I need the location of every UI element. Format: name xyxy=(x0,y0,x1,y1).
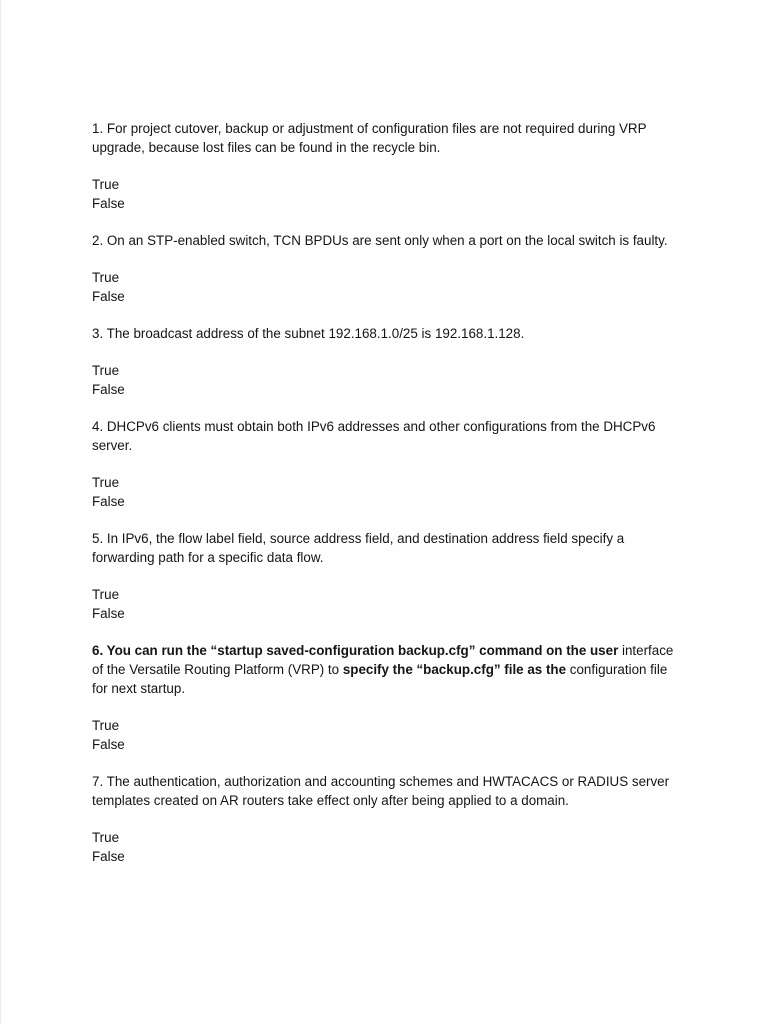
option-false: False xyxy=(92,849,125,864)
option-true: True xyxy=(92,830,120,845)
question-7 xyxy=(92,772,682,866)
question-text: 5. In IPv6, the flow label field, source address field, and destination address field specify a forwarding path for a specific data flow. xyxy=(92,531,625,565)
question-text: 3. The broadcast address of the subnet 192.168.1.0/25 is 192.168.1.128. xyxy=(92,326,525,341)
option-true: True xyxy=(92,177,120,192)
option-false: False xyxy=(92,606,125,621)
option-true: True xyxy=(92,718,120,733)
option-true: True xyxy=(92,587,120,602)
option-false: False xyxy=(92,289,125,304)
question-text: 4. DHCPv6 clients must obtain both IPv6 addresses and other configurations from the DHCPv6 server. xyxy=(92,419,656,453)
question-text: 2. On an STP-enabled switch, TCN BPDUs are sent only when a port on the local switch is faulty. xyxy=(92,233,668,248)
question-text-bold-part-1: 6. You can run the “startup saved-configuration backup.cfg” command on the user xyxy=(92,643,619,658)
option-true: True xyxy=(92,363,120,378)
question-text-bold-part-3: specify the “backup.cfg” file as the xyxy=(342,662,567,677)
question-2 xyxy=(92,231,682,306)
option-false: False xyxy=(92,494,125,509)
option-true: True xyxy=(92,475,120,490)
question-5 xyxy=(92,529,682,623)
option-false: False xyxy=(92,196,125,211)
option-true: True xyxy=(92,270,120,285)
question-text: 1. For project cutover, backup or adjustment of configuration files are not required during VRP upgrade, because lost files can be found in the recycle bin. xyxy=(92,121,647,155)
quiz-content xyxy=(92,119,682,884)
question-3 xyxy=(92,324,682,399)
question-1 xyxy=(92,119,682,213)
question-text-part-2: interface of the Versatile Routing Platform (VRP) to xyxy=(92,643,674,677)
question-4 xyxy=(92,417,682,511)
question-text xyxy=(92,641,682,698)
option-false: False xyxy=(92,382,125,397)
question-text: 7. The authentication, authorization and accounting schemes and HWTACACS or RADIUS server templates created on AR routers take effect only after being applied to a domain. xyxy=(92,774,670,808)
option-false: False xyxy=(92,737,125,752)
question-text-part-4: configuration file for next startup. xyxy=(92,662,668,696)
question-6 xyxy=(92,641,682,754)
